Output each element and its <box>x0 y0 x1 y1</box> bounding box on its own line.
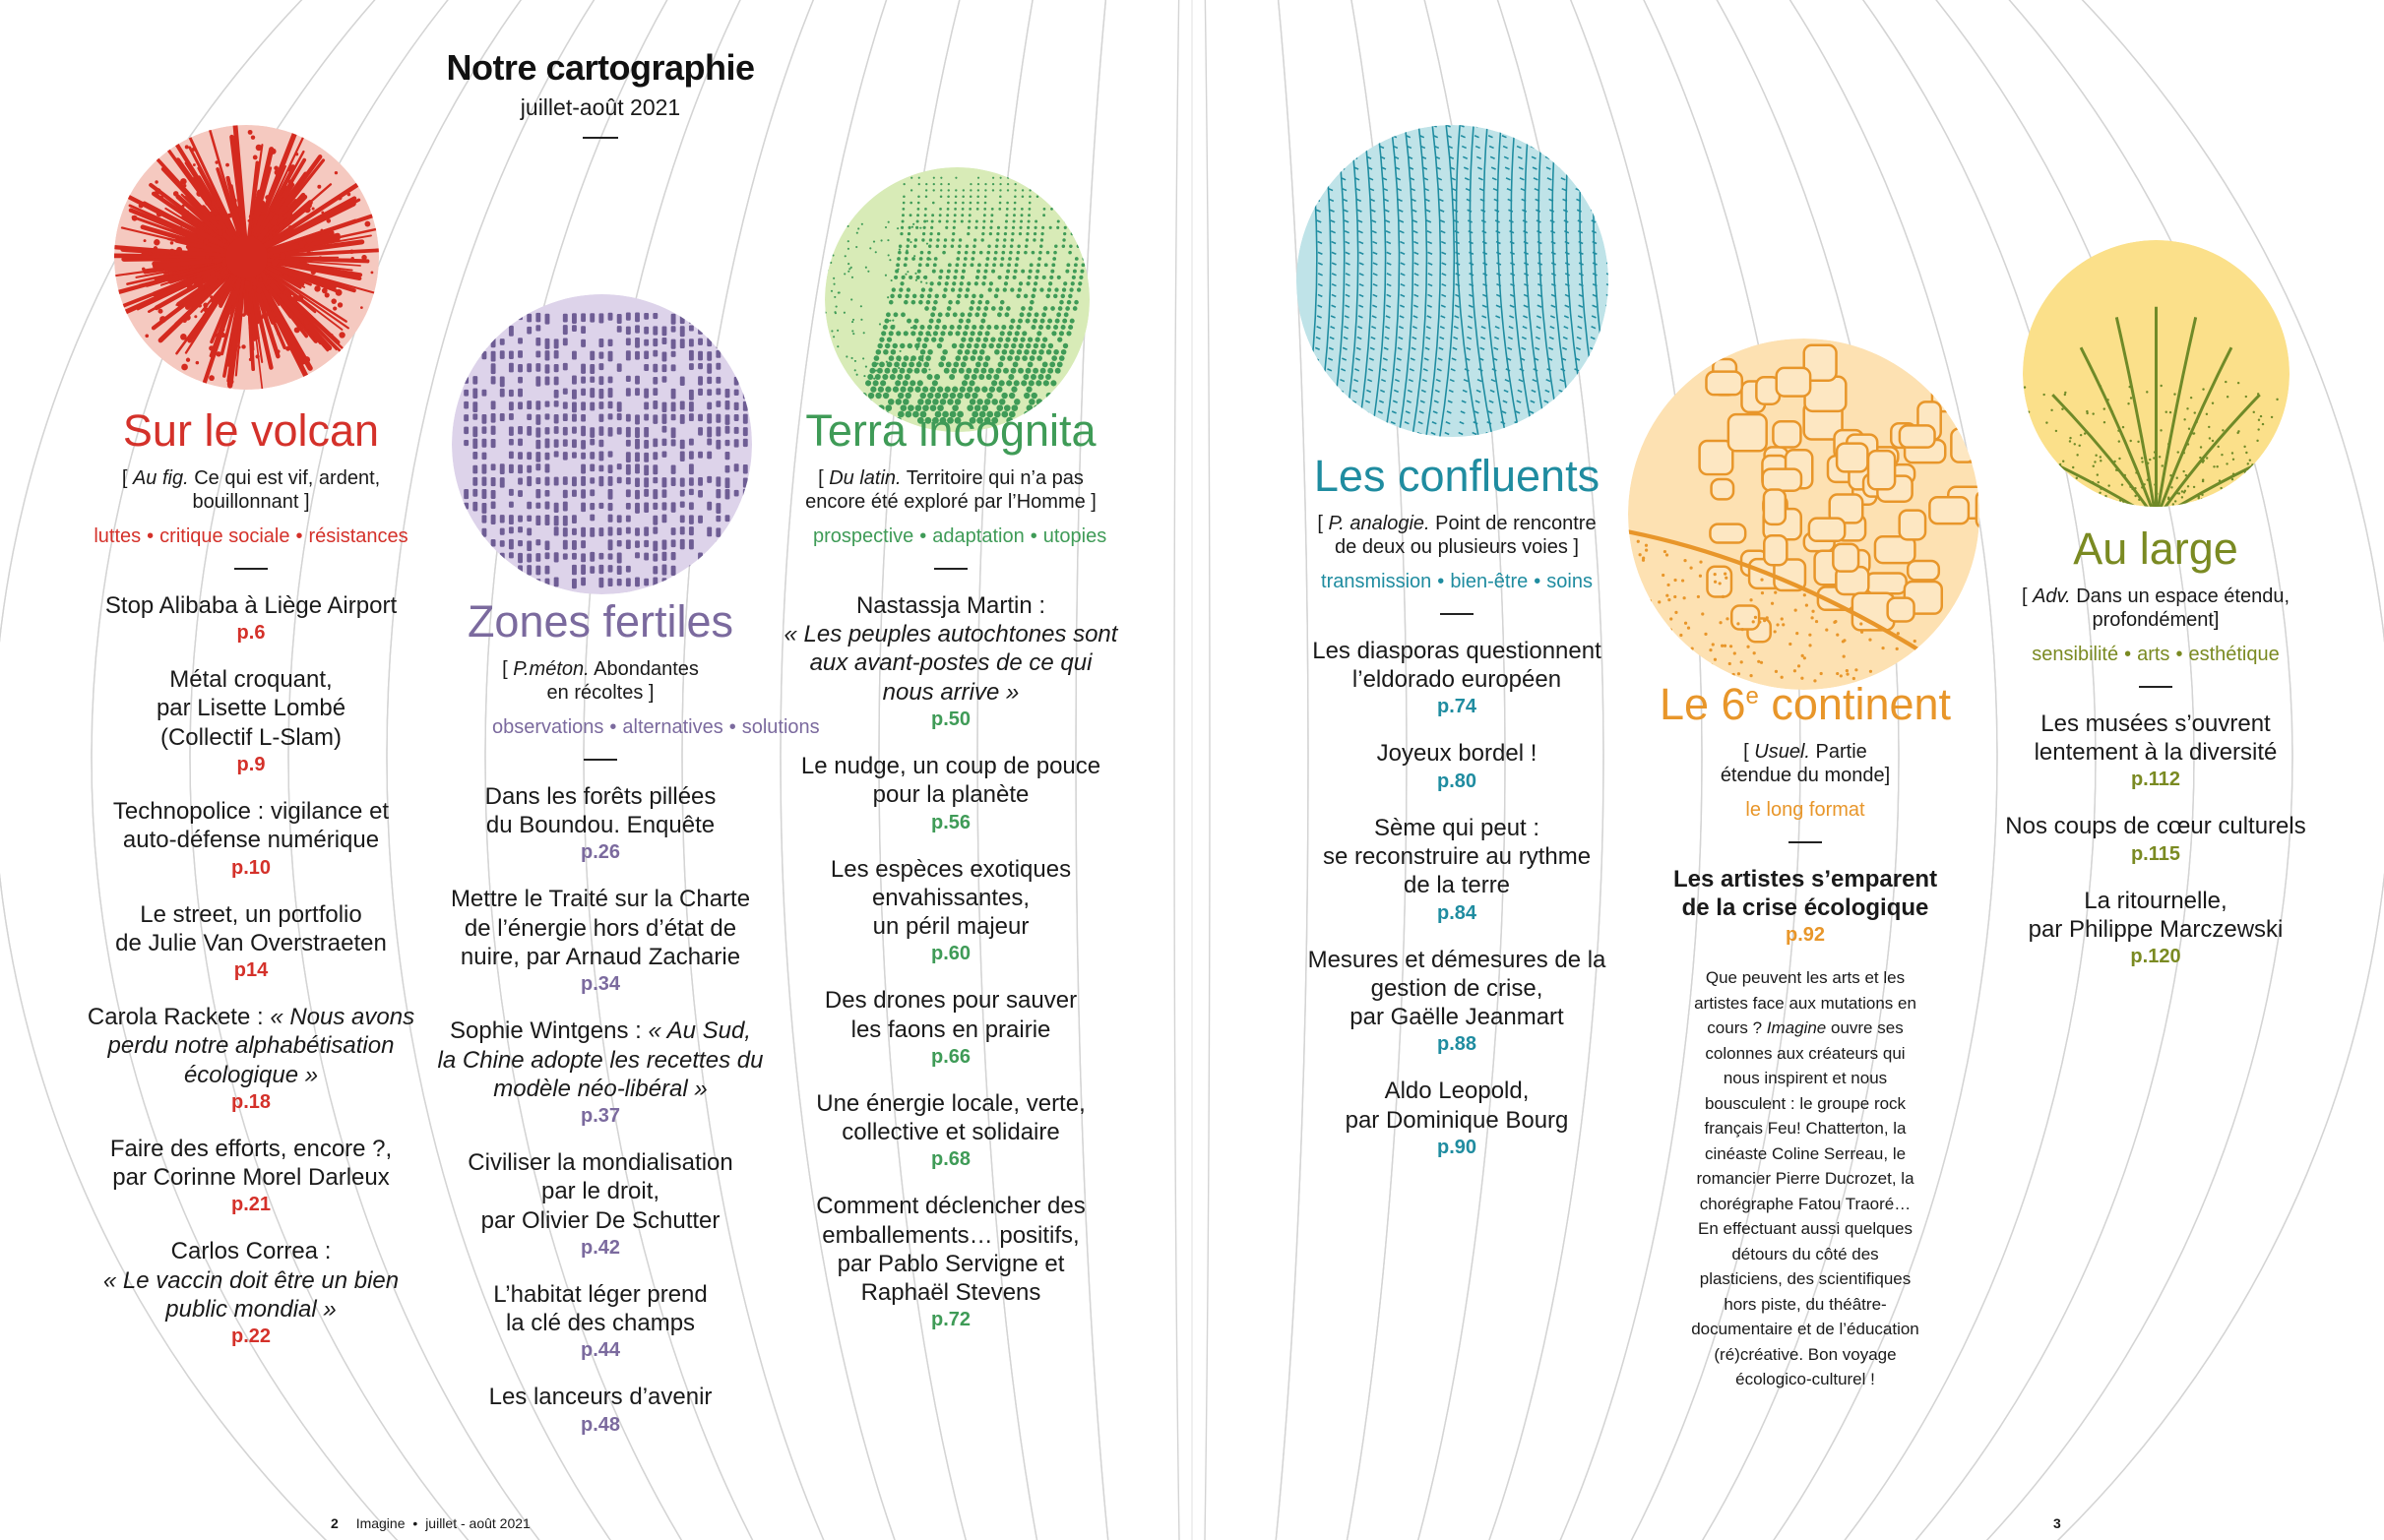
article-page: p.60 <box>930 943 972 965</box>
section-title: Le 6e continent <box>1659 679 1952 729</box>
article-page: p.21 <box>230 1194 272 1216</box>
section-title: Terra incognita <box>805 405 1097 456</box>
article-title: Mesures et démesures de la gestion de crise, par Gaëlle Jeanmart <box>1307 946 1606 1031</box>
article-entry[interactable] <box>74 591 428 646</box>
feature-page: p.92 <box>1785 924 1826 947</box>
section-les-confluents <box>1280 451 1634 1180</box>
section-tags: sensibilité • arts • esthétique <box>2032 643 2280 665</box>
section-au-large <box>1988 524 2323 989</box>
footer-right <box>2053 1515 2061 1531</box>
page-header <box>438 47 763 139</box>
article-page: p.56 <box>930 811 972 833</box>
article-title: Aldo Leopold, par Dominique Bourg <box>1345 1078 1569 1134</box>
article-list <box>74 591 428 1349</box>
article-entry[interactable] <box>74 1237 428 1349</box>
section-terra-incognita <box>774 405 1128 1352</box>
article-entry[interactable] <box>774 855 1128 967</box>
article-page: p.66 <box>930 1045 972 1068</box>
section-definition: [ Au fig. Ce qui est vif, ardent, bouillonnant ] <box>121 466 381 514</box>
section-definition: [ Usuel. Partie étendue du monde] <box>1720 740 1891 787</box>
article-page: p.84 <box>1436 901 1477 924</box>
article-entry[interactable] <box>423 885 778 997</box>
article-title: Métal croquant, par Lisette Lombé (Collectif L-Slam) <box>156 666 346 751</box>
article-page: p.50 <box>930 708 972 730</box>
article-page: p.74 <box>1436 696 1477 718</box>
article-title: Carola Rackete : « Nous avons perdu notre alphabétisation écologique » <box>87 1004 415 1088</box>
article-entry[interactable] <box>774 1089 1128 1173</box>
tag: sensibilité <box>2032 643 2119 665</box>
article-page: p.18 <box>230 1090 272 1113</box>
article-page: p.48 <box>580 1413 621 1436</box>
section-definition: [ Du latin. Territoire qui n’a pas encore été exploré par l’Homme ] <box>805 466 1097 514</box>
article-page: p.72 <box>930 1309 972 1331</box>
tag: prospective <box>813 524 914 547</box>
article-page: p.90 <box>1436 1136 1477 1158</box>
article-page: p.112 <box>2130 769 2181 791</box>
article-entry[interactable] <box>1988 887 2323 970</box>
article-title: Les diasporas questionnent l’eldorado européen <box>1312 637 1601 694</box>
terra-incognita-illustration <box>825 167 1090 432</box>
tag: observations <box>492 715 604 738</box>
tag: soins <box>1546 570 1593 592</box>
volcano-illustration <box>114 125 379 390</box>
section-divider <box>234 568 268 570</box>
continent-illustration <box>1628 339 1979 690</box>
section-tags: transmission • bien-être • soins <box>1321 570 1593 592</box>
article-title: Sophie Wintgens : « Au Sud, la Chine adopte les recettes du modèle néo-libéral » <box>437 1017 764 1102</box>
article-list <box>1988 709 2323 969</box>
article-title: Faire des efforts, encore ?, par Corinne Morel Darleux <box>109 1135 393 1192</box>
tag: bien-être <box>1450 570 1529 592</box>
article-title: Les musées s’ouvrent lentement à la diversité <box>2034 709 2278 767</box>
article-title: Comment déclencher des emballements… positifs, par Pablo Servigne et Raphaël Stevens <box>816 1193 1086 1307</box>
section-definition: [ P. analogie. Point de rencontre de deux ou plusieurs voies ] <box>1317 512 1597 559</box>
article-title: Dans les forêts pillées du Boundou. Enquête <box>484 782 717 839</box>
issue-date: juillet-août 2021 <box>520 94 681 120</box>
article-page: p.120 <box>2130 946 2181 968</box>
article-title: Les espèces exotiques envahissantes, un péril majeur <box>830 855 1072 941</box>
article-title: Carlos Correa : « Le vaccin doit être un bien public mondial » <box>102 1238 400 1323</box>
article-entry[interactable] <box>1280 946 1634 1058</box>
tag: critique sociale <box>159 524 290 547</box>
section-title: Les confluents <box>1313 451 1600 501</box>
article-page: p.68 <box>930 1148 972 1171</box>
article-entry[interactable] <box>74 797 428 881</box>
article-entry[interactable] <box>1280 739 1634 793</box>
article-page: p.10 <box>230 856 272 879</box>
section-tags: observations • alternatives • solutions <box>492 715 820 738</box>
section-divider <box>2139 686 2172 688</box>
article-page: p.37 <box>580 1105 621 1128</box>
article-list <box>423 782 778 1438</box>
article-page: p14 <box>233 959 269 982</box>
section-zones-fertiles <box>423 596 820 1457</box>
header-divider <box>583 137 618 139</box>
article-entry[interactable] <box>423 782 778 866</box>
magazine-name: Imagine <box>355 1515 406 1531</box>
article-title: Civiliser la mondialisation par le droit, par Olivier De Schutter <box>468 1149 733 1234</box>
tag: alternatives <box>622 715 723 738</box>
section-divider <box>934 568 968 570</box>
article-list <box>774 591 1128 1333</box>
section-divider <box>584 759 617 761</box>
section-divider <box>1440 613 1474 615</box>
article-page: p.6 <box>236 622 266 645</box>
article-title: L’habitat léger prend la clé des champs <box>493 1280 708 1337</box>
article-page: p.9 <box>236 753 266 775</box>
article-title: Nos coups de cœur culturels <box>2005 813 2306 840</box>
tag: luttes <box>94 524 142 547</box>
article-list <box>1280 637 1634 1160</box>
au-large-illustration <box>2023 240 2290 507</box>
article-entry[interactable] <box>1280 814 1634 926</box>
feature-article[interactable] <box>1638 865 1973 949</box>
article-title: Sème qui peut : se reconstruire au rythme de la terre <box>1322 814 1592 899</box>
article-page: p.80 <box>1436 770 1477 792</box>
article-page: p.115 <box>2130 842 2181 865</box>
tag: arts <box>2137 643 2170 665</box>
section-title: Au large <box>2073 524 2238 574</box>
section-tags: prospective • adaptation • utopies <box>813 524 1107 547</box>
article-entry[interactable] <box>774 986 1128 1070</box>
page-number-left: 2 <box>331 1515 339 1531</box>
article-page: p.88 <box>1436 1033 1477 1056</box>
footer-left: 2 Imagine • juillet - août 2021 <box>331 1515 531 1531</box>
article-entry[interactable] <box>74 1135 428 1218</box>
feature-intro-paragraph: Que peuvent les arts et les artistes face aux mutations en cours ? Imagine ouvre ses colonnes aux créateurs qui nous inspirent et nous bousculent : le groupe rock français Feu! Chatterton, la cinéaste Coline Serreau, le romancier Pierre Ducrozet, la chorégraphe Fatou Traoré… En effectuant aussi quelques détours du côté des plasticiens, des scientifiques hors piste, du théâtre-documentaire et de l’éducation (ré)créative. Bon voyage écologico-culturel ! <box>1691 968 1919 1389</box>
article-entry[interactable] <box>74 900 428 984</box>
article-title: Des drones pour sauver les faons en prairie <box>824 987 1078 1043</box>
article-entry[interactable] <box>774 591 1128 732</box>
tag: solutions <box>741 715 820 738</box>
article-title: La ritournelle, par Philippe Marczewski <box>2028 887 2284 943</box>
article-title: Le street, un portfolio de Julie Van Overstraeten <box>115 900 387 956</box>
article-entry[interactable] <box>423 1148 778 1261</box>
section-sur-le-volcan <box>74 405 428 1369</box>
article-page: p.44 <box>580 1339 621 1362</box>
article-title: Joyeux bordel ! <box>1376 740 1537 768</box>
section-le-6e-continent <box>1638 679 1973 1392</box>
section-definition: [ Adv. Dans un espace étendu, profondément] <box>2021 585 2290 632</box>
footer-date: juillet - août 2021 <box>425 1515 531 1531</box>
page-title: Notre cartographie <box>446 47 755 88</box>
tag: résistances <box>308 524 408 547</box>
section-title: Sur le volcan <box>122 405 380 456</box>
tag: adaptation <box>932 524 1025 547</box>
article-title: Technopolice : vigilance et auto-défense numérique <box>112 797 390 854</box>
section-tags: luttes • critique sociale • résistances <box>94 524 408 547</box>
article-title: Stop Alibaba à Liège Airport <box>104 591 398 619</box>
section-tag: le long format <box>1745 798 1865 821</box>
article-title: Mettre le Traité sur la Charte de l’énergie hors d’état de nuire, par Arnaud Zacharie <box>450 886 751 970</box>
article-entry[interactable] <box>1280 1077 1634 1160</box>
article-page: p.26 <box>580 841 621 864</box>
article-entry[interactable] <box>1988 709 2323 793</box>
article-title: Nastassja Martin : « Les peuples autochtones sont aux avant-postes de ce qui nous arrive » <box>784 591 1118 706</box>
article-entry[interactable] <box>774 1192 1128 1332</box>
confluents-illustration <box>1296 125 1608 437</box>
article-page: p.42 <box>580 1236 621 1259</box>
feature-title: Les artistes s’emparent de la crise écologique <box>1672 865 1938 922</box>
article-entry[interactable] <box>1988 812 2323 866</box>
fertile-zones-illustration <box>452 294 752 594</box>
article-entry[interactable] <box>774 752 1128 835</box>
article-entry[interactable] <box>423 1280 778 1364</box>
page-number-right: 3 <box>2053 1515 2061 1531</box>
article-title: Les lanceurs d’avenir <box>488 1384 713 1411</box>
tag: esthétique <box>2188 643 2280 665</box>
article-entry[interactable] <box>423 1016 778 1129</box>
section-title: Zones fertiles <box>467 596 734 647</box>
section-definition: [ P.méton. Abondantes en récoltes ] <box>502 657 699 705</box>
article-entry[interactable] <box>74 1003 428 1115</box>
article-page: p.34 <box>580 973 621 996</box>
section-divider <box>1788 841 1822 843</box>
article-entry[interactable] <box>423 1383 778 1437</box>
tag: utopies <box>1042 524 1107 547</box>
article-entry[interactable] <box>1280 637 1634 720</box>
tag: transmission <box>1321 570 1432 592</box>
article-title: Le nudge, un coup de pouce pour la planète <box>800 752 1101 809</box>
article-page: p.22 <box>230 1325 272 1348</box>
article-title: Une énergie locale, verte, collective et solidaire <box>816 1089 1086 1146</box>
article-entry[interactable] <box>74 665 428 777</box>
